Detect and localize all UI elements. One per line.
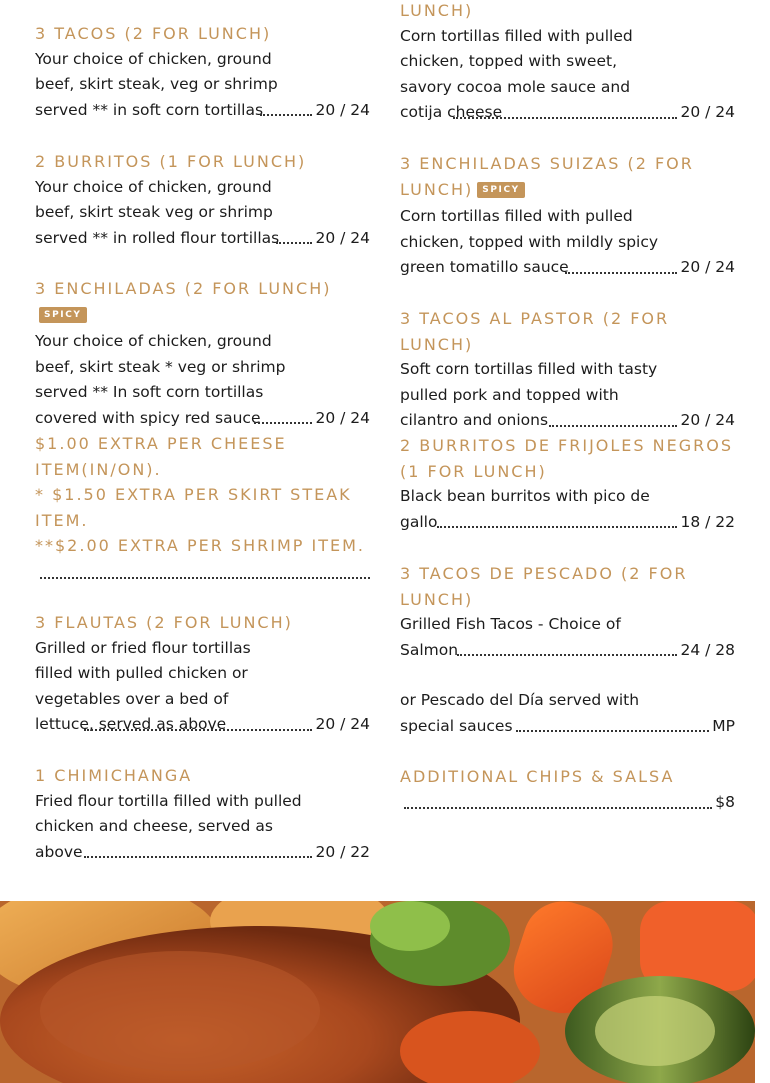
item-description: Your choice of chicken, ground beef, skirt steak veg or shrimp served ** in rolled flour tortillas	[35, 177, 280, 247]
item-price: 18 / 22	[680, 512, 735, 531]
item-price: 24 / 28	[680, 640, 735, 659]
menu-item-tacos	[35, 21, 370, 123]
spicy-badge: SPICY	[477, 182, 525, 198]
item-price: 20 / 24	[315, 715, 370, 734]
item-title: 3 TACOS (2 FOR LUNCH)	[35, 24, 272, 43]
item-title: 3 ENCHILADAS (2 FOR LUNCH)	[35, 279, 332, 298]
item-description: Fried flour tortilla filled with pulled chicken and cheese, served as above	[35, 791, 302, 861]
item-description: Grilled Fish Tacos - Choice of Salmon	[400, 615, 621, 659]
item-description-secondary: or Pescado del Día served with special sauces	[400, 691, 640, 735]
item-description: Grilled or fried flour tortillas filled with pulled chicken or vegetables over a bed of lettuce, served as above	[35, 638, 251, 734]
item-description: Corn tortillas filled with pulled chicken, topped with mildly spicy green tomatillo sauce	[400, 207, 659, 277]
item-price: 20 / 22	[315, 842, 370, 861]
item-price-secondary: MP	[712, 716, 735, 735]
item-description: Corn tortillas filled with pulled chicken, topped with sweet, savory cocoa mole sauce and cotija cheese	[400, 26, 633, 122]
item-price: 20 / 24	[315, 408, 370, 427]
extra-shrimp-note: **$2.00 EXTRA PER SHRIMP ITEM.	[35, 536, 365, 555]
menu-item-tacos-pescado	[400, 561, 735, 739]
item-price: $8	[715, 792, 735, 811]
item-price: 20 / 24	[680, 103, 735, 122]
menu-item-chimichanga	[35, 763, 370, 865]
item-price: 20 / 24	[315, 228, 370, 247]
menu-item-enchiladas-suizas	[400, 151, 735, 281]
item-title: 3 TACOS DE PESCADO (2 FOR LUNCH)	[400, 564, 688, 609]
menu-item-chips-salsa	[400, 764, 735, 816]
item-description: Your choice of chicken, ground beef, skirt steak * veg or shrimp served ** In soft corn tortillas covered with spicy red sauce	[35, 332, 286, 427]
item-description: Soft corn tortillas filled with tasty pulled pork and topped with cilantro and onions	[400, 360, 658, 430]
item-title: LUNCH)	[400, 1, 474, 20]
divider	[40, 577, 370, 579]
item-price: 20 / 24	[680, 411, 735, 430]
item-title: 2 BURRITOS (1 FOR LUNCH)	[35, 152, 307, 171]
item-description: Black bean burritos with pico de gallo	[400, 487, 650, 531]
menu-item-burritos	[35, 149, 370, 251]
menu-item-flautas	[35, 610, 370, 738]
item-title: 3 ENCHILADAS SUIZAS (2 FOR LUNCH)	[400, 154, 694, 199]
menu-item-burritos-frijoles	[400, 433, 735, 535]
item-price: 20 / 24	[680, 258, 735, 277]
item-title: 3 TACOS AL PASTOR (2 FOR LUNCH)	[400, 309, 670, 354]
item-price: 20 / 24	[315, 100, 370, 119]
extras-note	[35, 431, 370, 579]
spicy-badge: SPICY	[39, 307, 87, 323]
food-photo	[0, 901, 755, 1083]
item-title: 2 BURRITOS DE FRIJOLES NEGROS (1 FOR LUNCH)	[400, 436, 733, 481]
item-description: Your choice of chicken, ground beef, skirt steak, veg or shrimp served ** in soft corn tortillas	[35, 49, 278, 119]
menu-item-tacos-pastor	[400, 306, 735, 434]
extra-cheese-note: $1.00 EXTRA PER CHEESE ITEM(IN/ON).	[35, 434, 287, 479]
menu-item-enchiladas-mole	[400, 0, 735, 126]
item-title: 1 CHIMICHANGA	[35, 766, 193, 785]
extra-steak-note: * $1.50 EXTRA PER SKIRT STEAK ITEM.	[35, 485, 352, 530]
item-title: 3 FLAUTAS (2 FOR LUNCH)	[35, 613, 293, 632]
item-title: ADDITIONAL CHIPS & SALSA	[400, 767, 675, 786]
menu-item-enchiladas	[35, 276, 370, 431]
